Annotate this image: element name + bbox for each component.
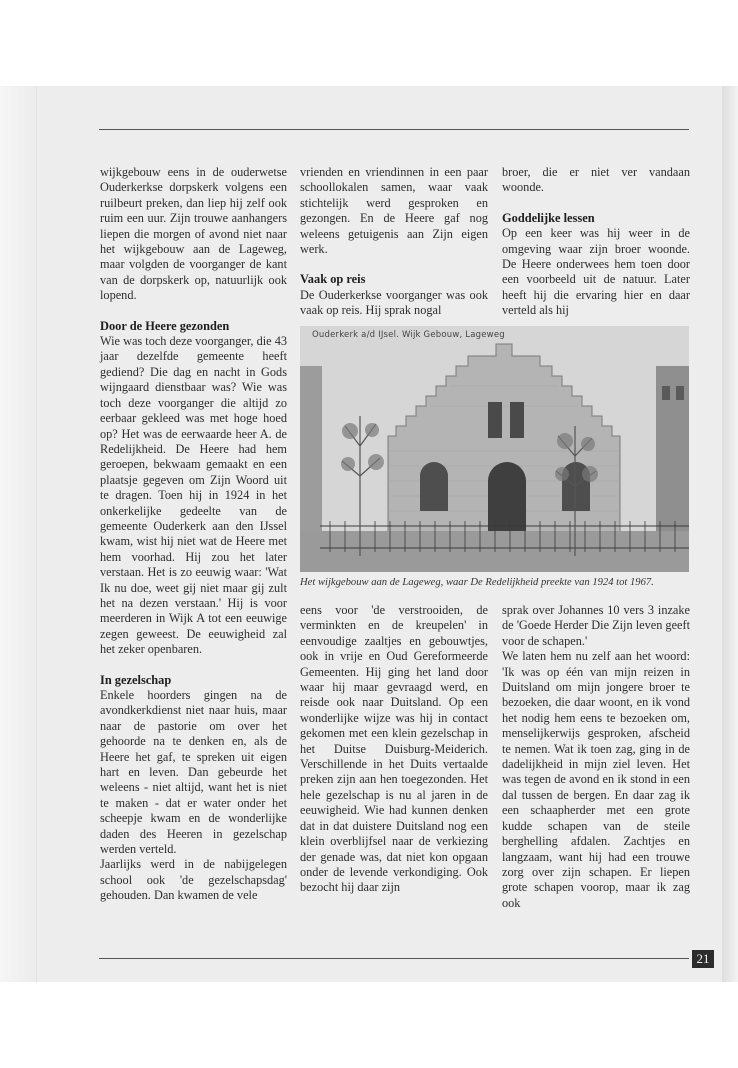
photo-caption: Het wijkgebouw aan de Lageweg, waar De Redelijkheid preekte van 1924 tot 1967. xyxy=(300,577,654,588)
col2-paragraph-2: De Ouderkerkse voorganger was ook vaak op reis. Hij sprak nogal xyxy=(300,287,488,318)
column-3-top xyxy=(502,165,690,319)
heading-door-de-heere-gezonden: Door de Heere gezonden xyxy=(100,318,230,333)
column-3-bottom xyxy=(502,603,690,911)
page-right-edge xyxy=(722,86,738,982)
col3-paragraph-4: We laten hem nu zelf aan het woord: 'Ik was op één van mijn reizen in Duitsland om mijn jongere broer te bezoeken, die daar woont, en ik vond het nodig hem eens te bezoeken om, menselijkerwijs gesproken, afscheid te nemen. Wat ik toen zag, ging in de dadelijkheid in mijn ziel leven. Het was tegen de avond en ik stond in een dal tussen de bergen. En daar zag ik een schaapherder met een grote kudde schapen van de steile berghelling afdalen. Zachtjes en langzaam, want hij had een trouwe zorg over zijn schapen. Er liepen grote schapen voorop, maar ik zag ook xyxy=(502,649,690,910)
church-illustration xyxy=(300,326,689,572)
col2-paragraph-3: eens voor 'de verstrooiden, de verminkten en de kreupelen' in eenvoudige zaaltjes en gebouwtjes, ook in vrije en Oud Gereformeerde Gemeenten. Hij ging het land door waar hij maar gevraagd werd, en reisde ook naar Duitsland. Op een wonderlijke wijze was hij in contact gekomen met een klein gezelschap in het Duitse Duisburg-Meiderich. Verschillende in het Duits vertaalde preken zijn aan hen toegezonden. Het hele gezelschap is nu al jaren in de eeuwigheid. Wie had kunnen denken dat in dat duistere Duitsland nog een klein overblijfsel naar de verkiezing der genade was, dat niet kon opgaan onder de levende verkondiging. Ook bezocht hij daar zijn xyxy=(300,603,488,895)
page-number: 21 xyxy=(692,950,714,968)
col3-paragraph-3: sprak over Johannes 10 vers 3 inzake de 'Goede Herder Die Zijn leven geeft voor de schapen.' xyxy=(502,603,690,648)
top-rule xyxy=(99,129,689,130)
photo-postcard-label: Ouderkerk a/d IJsel. Wijk Gebouw, Lageweg xyxy=(312,330,505,340)
col1-paragraph-2: Wie was toch deze voorganger, die 43 jaar dezelfde gemeente heeft gediend? Die dag en nacht in Gods wijngaard dienstbaar was? Wie was toch deze voorganger die altijd zo eerbaar gekleed was met hoge hoed op? Het was de eerwaarde heer A. de Redelijkheid. De Heere had hem geroepen, bekwaam gemaakt en een plaatsje gegeven om Zijn Woord uit te dragen. Toen hij in 1924 in het onkerkelijke gedeelte van de gemeente Ouderkerk aan den IJssel kwam, wist hij niet wat de Heere met hem voorhad. Hij zou het later verstaan. Het is zo eeuwig waar: 'Wat Ik nu doe, weet gij niet maar gij zult het na dezen verstaan.' Hij is voor meerderen in Wijk A tot een eeuwige zegen geweest. De eeuwigheid zal het zeker openbaren. xyxy=(100,334,287,657)
page-binding-edge xyxy=(0,86,37,982)
church-photo xyxy=(300,326,689,572)
heading-in-gezelschap: In gezelschap xyxy=(100,672,172,687)
heading-goddelijke-lessen: Goddelijke lessen xyxy=(502,210,595,225)
bottom-rule xyxy=(99,958,689,959)
col3-paragraph-1: broer, die er niet ver vandaan woonde. xyxy=(502,165,690,195)
heading-vaak-op-reis: Vaak op reis xyxy=(300,272,366,287)
col3-paragraph-2: Op een keer was hij weer in de omgeving waar zijn broer woonde. De Heere onderwees hem toen door een voorbeeld uit de natuur. Later heeft hij die ervaring hier en daar verteld als hij xyxy=(502,226,690,318)
col1-paragraph-3: Enkele hoorders gingen na de avondkerkdienst niet naar huis, maar naar de pastorie om over het gehoorde na te denken en, als de Heere het gaf, te spreken uit eigen hart en leven. Dan gebeurde het weleens - niet altijd, want het is niet te maken - dat er water onder het scheepje kwam en de wonderlijke daden des Heeren in gezelschap werden verteld. xyxy=(100,688,287,857)
column-1 xyxy=(100,165,287,904)
col1-paragraph-4: Jaarlijks werd in de nabijgelegen school ook 'de gezelschapsdag' gehouden. Dan kwamen de vele xyxy=(100,857,287,903)
col2-paragraph-1: vrienden en vriendinnen in een paar schoollokalen samen, waar vaak stichtelijk werd gesproken en gezongen. En de Heere gaf nog weleens getuigenis aan Zijn eigen werk. xyxy=(300,165,488,257)
column-2-top xyxy=(300,165,488,319)
column-2-bottom xyxy=(300,603,488,896)
col1-paragraph-1: wijkgebouw eens in de ouderwetse Ouderkerkse dorpskerk volgens een ruilbeurt preken, dan liep hij zelf ook ruim een uur. Zijn trouwe aanhangers liepen die morgen of avond niet naar het wijkgebouw aan de Lageweg, maar volgden de voorganger de kant van de dorpskerk op, natuurlijk ook lopend. xyxy=(100,165,287,303)
